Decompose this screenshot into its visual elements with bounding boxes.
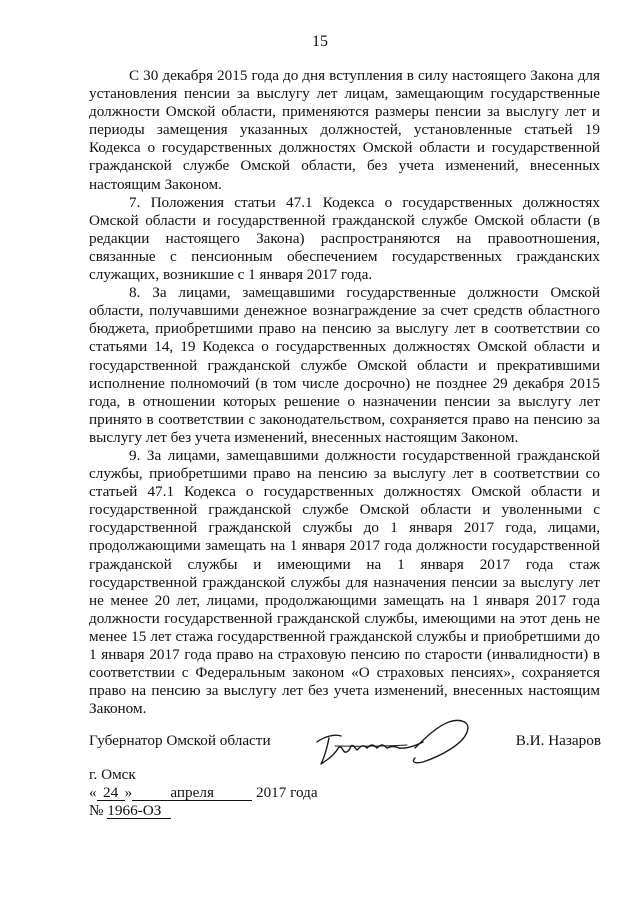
law-number-line bbox=[89, 802, 318, 820]
signatory-title: Губернатор Омской области bbox=[89, 732, 271, 749]
document-footer bbox=[89, 766, 318, 820]
date-line bbox=[89, 784, 318, 802]
number-prefix: № bbox=[89, 802, 104, 819]
date-day: 24 bbox=[97, 785, 125, 801]
date-close-quote: » bbox=[124, 784, 133, 801]
paragraph-8: 8. За лицами, замещавшими государственные должности Омской области, получавшими денежное вознаграждение за счет средств областного бюджета, приобретшими право на пенсию за выслугу лет в соответствии со статьями 14, 19 Кодекса о государственных должностях Омской области и государственной гражданской службе Омской области и прекратившими исполнение полномочий (в том числе досрочно) не позднее 29 декабря 2015 года, в отношении которых решение о назначении пенсии за выслугу лет принято в соответствии с законодательством, сохраняется право на пенсию за выслугу лет без учета изменений, внесенных настоящим Законом. bbox=[89, 284, 600, 446]
paragraph-7: 7. Положения статьи 47.1 Кодекса о государственных должностях Омской области и государственной гражданской службе Омской области (в редакции настоящего Закона) распространяются на правоотношения, связанные с пенсионным обеспечением государственных гражданских служащих, возникшие с 1 января 2017 года. bbox=[89, 193, 600, 284]
city-line: г. Омск bbox=[89, 766, 136, 783]
date-year: 2017 года bbox=[255, 784, 318, 801]
signatory-name: В.И. Назаров bbox=[515, 732, 601, 749]
law-number: 1966-ОЗ bbox=[107, 803, 171, 819]
paragraph-9: 9. За лицами, замещавшими должности государственной гражданской службы, приобретшими право на пенсию за выслугу лет в соответствии со статьей 47.1 Кодекса о государственных должностях Омской области и государственной гражданской службе Омской области и уволенными с государственной гражданской службы до 1 января 2017 года, лицами, продолжающими замещать на 1 января 2017 года должности государственной гражданской службы и имеющими на 1 января 2017 года стаж государственной гражданской службы для назначения пенсии за выслугу лет не менее 20 лет, лицами, продолжающими замещать на 1 января 2017 года должности государственной гражданской службы, имеющими на этот день не менее 15 лет стажа государственной гражданской службы и приобретшими до 1 января 2017 года право на страховую пенсию по старости (инвалидности) в соответствии с Федеральным законом «О страховых пенсиях», сохраняется право на пенсию за выслугу лет без учета изменений, внесенных настоящим Законом. bbox=[89, 446, 600, 718]
document-body bbox=[89, 67, 600, 718]
page-number: 15 bbox=[312, 33, 328, 50]
date-month: апреля bbox=[132, 785, 252, 801]
date-open-quote: « bbox=[89, 784, 97, 801]
handwritten-signature bbox=[311, 716, 481, 771]
paragraph-transitional: С 30 декабря 2015 года до дня вступления в силу настоящего Закона для установления пенсии за выслугу лет лицам, замещающим государственные должности Омской области, применяются размеры пенсии за выслугу лет и периоды замещения указанных должностей, установленные статьей 19 Кодекса о государственных должностях Омской области и государственной гражданской службе Омской области, без учета изменений, внесенных настоящим Законом. bbox=[89, 67, 600, 193]
